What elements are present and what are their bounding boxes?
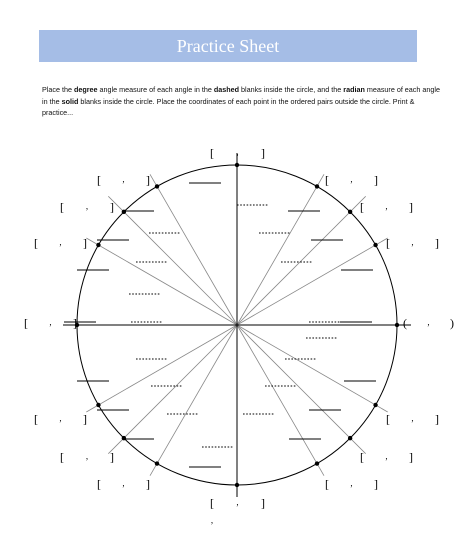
instructions-degree: degree [73,85,98,94]
circle-point [373,403,377,407]
ordered-pair-270-close: ] [261,496,265,510]
ordered-pair-30-comma: , [411,237,414,247]
angle-spoke [150,325,237,476]
ordered-pair-45-open: [ [360,200,364,214]
ordered-pair-135-close: ] [110,200,114,214]
angle-spoke [237,325,324,476]
circle-point [373,243,377,247]
instructions-text: measure of each angle in the [42,85,440,106]
ordered-pair-90-comma: , [236,147,239,157]
ordered-pair-90-close: ] [261,146,265,160]
ordered-pair-135-comma: , [85,201,89,211]
circle-point [155,184,159,188]
ordered-pair-210-close: ] [83,412,87,426]
angle-spoke [237,325,388,412]
circle-point [96,243,100,247]
ordered-pair-300-comma: , [350,478,353,488]
ordered-pair-30-close: ] [435,236,439,250]
circle-point [395,323,399,327]
ordered-pair-90-open: [ [210,146,214,160]
angle-spoke [237,238,388,325]
ordered-pair-330-comma: , [411,413,414,423]
ordered-pair-315-open: [ [360,450,364,464]
ordered-pair-270-open: [ [210,496,214,510]
ordered-pair-330-close: ] [435,412,439,426]
ordered-pair-120-close: ] [146,173,150,187]
ordered-pair-225-comma: , [85,451,89,461]
ordered-pair-225-open: [ [60,450,64,464]
ordered-pair-315-comma: , [385,451,388,461]
circle-point [348,436,352,440]
page-title: Practice Sheet [176,35,280,56]
ordered-pair-300-open: [ [325,477,329,491]
instructions-text: blanks inside the circle. Place the coordinates of each point in the ordered pairs outside the circle. Print & practice... [42,96,415,117]
ordered-pair-45-comma: , [385,201,388,211]
angle-spoke [237,325,366,454]
ordered-pair-135-open: [ [60,200,64,214]
ordered-pair-240-open: [ [97,477,101,491]
angle-spoke [86,325,237,412]
angle-spoke [108,325,237,454]
ordered-pair-60-close: ] [374,173,378,187]
ordered-pair-210-open: [ [34,412,38,426]
stray-comma: , [210,515,214,525]
ordered-pair-330-open: [ [386,412,390,426]
ordered-pair-120-open: [ [97,173,101,187]
angle-spoke [86,238,237,325]
ordered-pair-315-close: ] [409,450,413,464]
ordered-pair-150-close: ] [83,236,87,250]
angle-spoke [108,196,237,325]
angle-spoke [150,174,237,325]
instructions-text: Place the [42,85,74,94]
circle-point [155,461,159,465]
instructions-radian: radian [343,85,365,94]
ordered-pair-0-comma: , [427,317,430,327]
ordered-pair-210-comma: , [59,413,62,423]
ordered-pair-300-close: ] [374,477,378,491]
circle-point [235,163,239,167]
ordered-pair-150-open: [ [34,236,38,250]
ordered-pair-180-open: [ [24,316,28,330]
circle-point [96,403,100,407]
ordered-pair-240-close: ] [146,477,150,491]
ordered-pair-150-comma: , [59,237,62,247]
circle-point [122,436,126,440]
ordered-pair-30-open: [ [386,236,390,250]
circle-point [235,483,239,487]
ordered-pair-240-comma: , [122,478,125,488]
ordered-pair-120-comma: , [122,174,125,184]
instructions-dashed: dashed [213,85,239,94]
instructions-solid: solid [61,96,79,106]
angle-spoke [237,174,324,325]
instructions-text: blanks inside the circle, and the [239,85,344,94]
ordered-pair-270-comma: , [236,497,239,507]
circle-point [315,461,319,465]
ordered-pair-45-close: ] [409,200,413,214]
ordered-pair-180-close: ] [73,316,77,330]
ordered-pair-0-close: ) [450,316,454,330]
instructions-text: angle measure of each angle in the [97,85,214,94]
circle-point [122,210,126,214]
ordered-pair-180-comma: , [49,317,52,327]
ordered-pair-0-open: ( [403,316,407,330]
ordered-pair-60-open: [ [325,173,329,187]
ordered-pair-60-comma: , [350,174,353,184]
angle-spoke [237,196,366,325]
circle-point [348,210,352,214]
circle-point [315,184,319,188]
ordered-pair-225-close: ] [110,450,114,464]
